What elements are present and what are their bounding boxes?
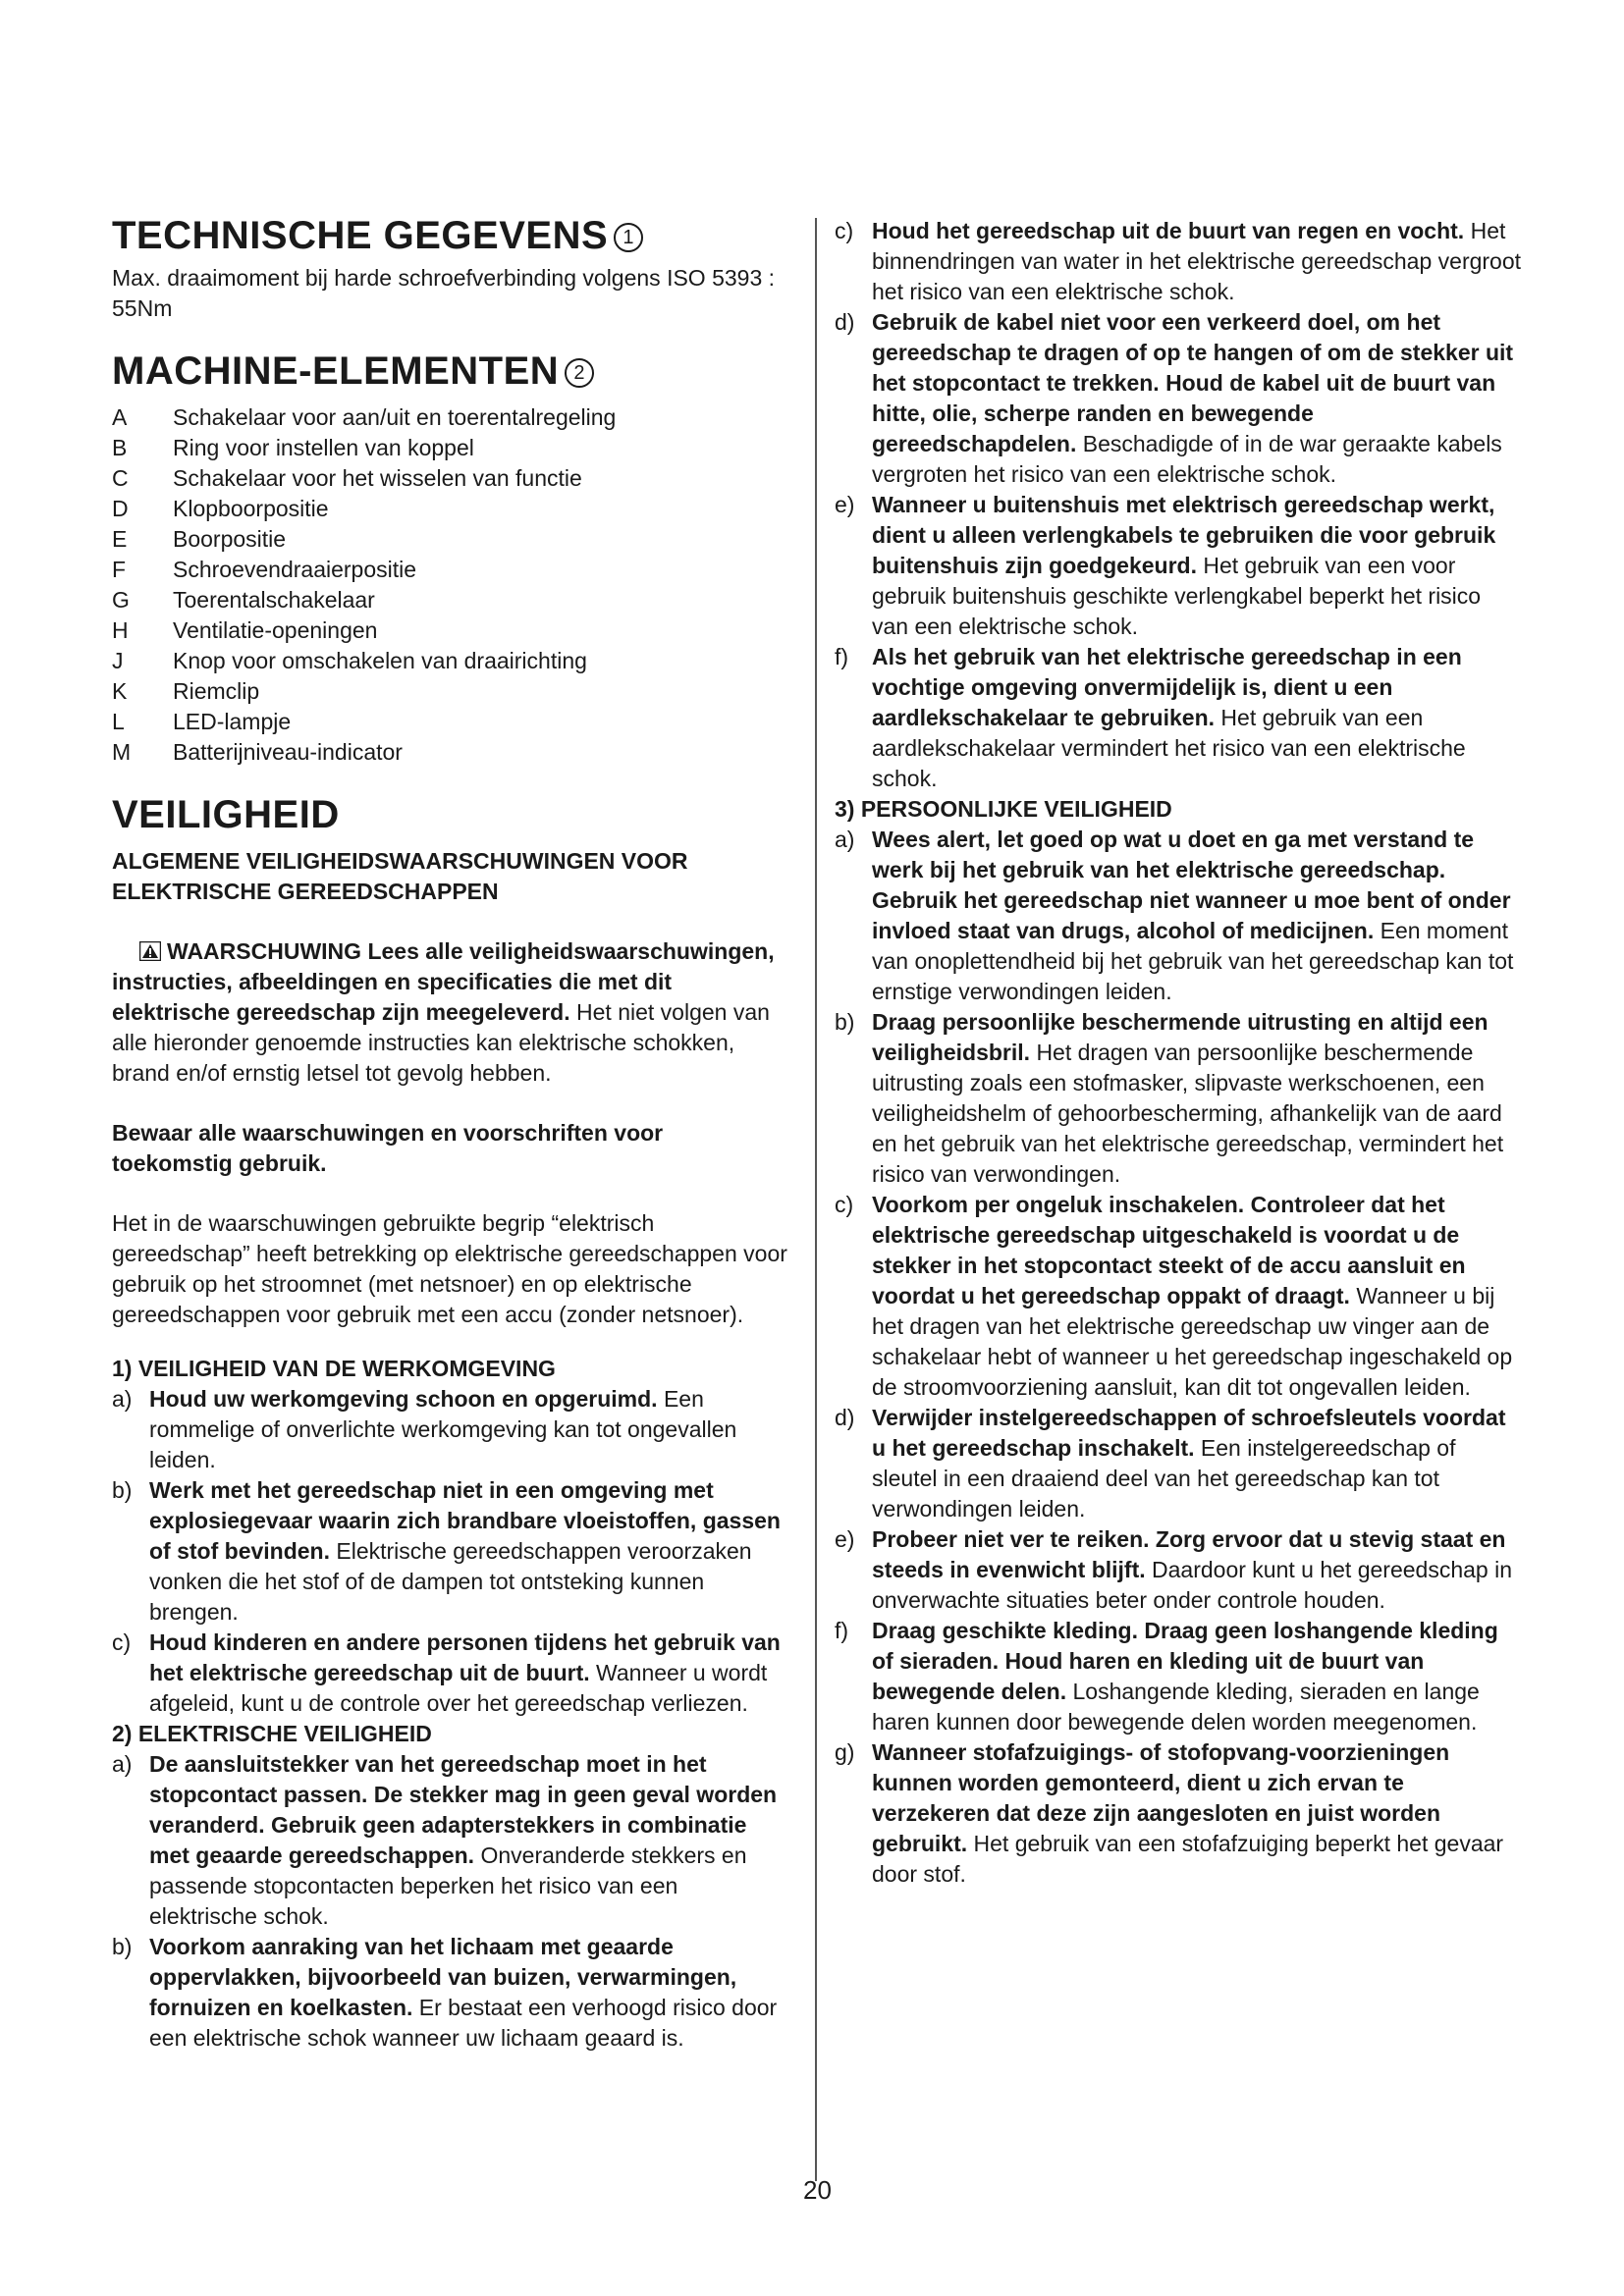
item-text: Er bestaat een verhoogd risico door een elektrische schok wanneer uw lichaam geaard is. [149, 1995, 778, 2051]
machine-element-item [112, 433, 789, 463]
element-label: Klopboorpositie [173, 496, 329, 521]
safety-heading: VEILIGHEID [112, 793, 340, 836]
item-text: Onveranderde stekkers en passende stopcontacten beperken het risico van een elektrische schok. [149, 1842, 747, 1929]
section-3-items [835, 825, 1522, 1890]
machine-element-item [112, 524, 789, 555]
machine-element-item [112, 676, 789, 707]
list-item [112, 1384, 789, 1475]
list-item [835, 1403, 1522, 1524]
technical-text: Max. draaimoment bij harde schroefverbinding volgens ISO 5393 : 55Nm [112, 265, 776, 321]
item-content [872, 642, 1522, 794]
item-bold-text: Als het gebruik van het elektrische gereedschap in een vochtige omgeving onvermijdelijk is, dient u een aardlekschakelaar te gebruiken. [872, 644, 1462, 730]
technical-section [112, 214, 789, 257]
list-item [112, 1932, 789, 2054]
item-text: Een rommelige of onverlichte werkomgeving kan tot ongevallen leiden. [149, 1386, 737, 1472]
definition-text: Het in de waarschuwingen gebruikte begrip “elektrisch gereedschap” heeft betrekking op elektrische gereedschappen voor gebruik op het stroomnet (met netsnoer) en op elektrische gereedschappen voor gebruik met een accu (zonder netsnoer). [112, 1210, 787, 1327]
safety-subheading: ALGEMENE VEILIGHEIDSWAARSCHUWINGEN VOOR ELEKTRISCHE GEREEDSCHAPPEN [112, 848, 688, 904]
item-text: Wanneer u bij het dragen van het elektrische gereedschap uw vinger aan de schakelaar hebt of wanneer u het gereedschap ingeschakeld op de stroomvoorziening aansluit, kan dit tot ongevallen leiden. [872, 1283, 1513, 1400]
machine-elements-list [112, 402, 789, 768]
element-letter: F [112, 557, 127, 582]
item-content [872, 216, 1522, 307]
list-item [835, 1616, 1522, 1737]
warning-paragraph [112, 936, 789, 1089]
machine-element-item [112, 494, 789, 524]
item-text: Daardoor kunt u het gereedschap in onverwachte situaties beter onder controle houden. [872, 1557, 1512, 1613]
item-bold-text: Draag geschikte kleding. Draag geen loshangende kleding of sieraden. Houd haren en kleding uit de buurt van bewegende delen. [872, 1618, 1498, 1704]
warning-bold-text: Lees alle veiligheidswaarschuwingen, instructies, afbeeldingen en specificaties die met dit elektrische gereedschap zijn meegeleverd. [112, 938, 775, 1025]
element-label: LED-lampje [173, 709, 292, 734]
machine-element-item [112, 737, 789, 768]
item-bold-text: Voorkom aanraking van het lichaam met geaarde oppervlakken, bijvoorbeeld van buizen, verwarmingen, fornuizen en koelkasten. [149, 1934, 737, 2020]
item-marker: c) [835, 218, 854, 243]
page-number: 20 [803, 2175, 832, 2205]
item-bold-text: Gebruik de kabel niet voor een verkeerd doel, om het gereedschap te dragen of op te hangen of om de stekker uit het stopcontact te trekken. Houd de kabel uit de buurt van hitte, olie, scherpe randen en bewegende gereedschapdelen. [872, 309, 1514, 456]
item-marker: f) [835, 1618, 849, 1643]
element-letter: C [112, 465, 129, 491]
list-item [835, 307, 1522, 490]
section-1-title: 1) VEILIGHEID VAN DE WERKOMGEVING [112, 1356, 556, 1381]
item-marker: e) [835, 1526, 855, 1552]
item-bold-text: Wees alert, let goed op wat u doet en ga met verstand te werk bij het gebruik van het elektrische gereedschap. Gebruik het gereedschap niet wanneer u moe bent of onder invloed staat van drugs, alcohol of medicijnen. [872, 827, 1511, 943]
item-content [872, 1403, 1522, 1524]
item-marker: e) [835, 492, 855, 517]
item-marker: b) [835, 1009, 855, 1035]
item-bold-text: Houd kinderen en andere personen tijdens het gebruik van het elektrische gereedschap uit de buurt. [149, 1629, 781, 1685]
item-text: Beschadigde of in de war geraakte kabels vergroten het risico van een elektrische schok. [872, 431, 1502, 487]
item-content [872, 1007, 1522, 1190]
element-letter: G [112, 587, 130, 613]
item-bold-text: Wanneer u buitenshuis met elektrisch gereedschap werkt, dient u alleen verlengkabels te gebruiken die voor gebruik buitenshuis zijn goedgekeurd. [872, 492, 1496, 578]
list-item [112, 1749, 789, 1932]
element-letter: A [112, 404, 128, 430]
item-marker: d) [835, 1405, 855, 1430]
list-item [112, 1628, 789, 1719]
element-label: Schroevendraaierpositie [173, 557, 417, 582]
machine-element-item [112, 463, 789, 494]
list-item [835, 1190, 1522, 1403]
item-content [872, 490, 1522, 642]
element-letter: H [112, 617, 129, 643]
item-marker: b) [112, 1934, 133, 1959]
figure-marker-1: 1 [614, 223, 643, 252]
section-2-items-left [112, 1749, 789, 2054]
section-2-title: 2) ELEKTRISCHE VEILIGHEID [112, 1721, 432, 1746]
item-content [872, 1616, 1522, 1737]
machine-element-item [112, 402, 789, 433]
item-content [149, 1749, 789, 1932]
item-bold-text: Werk met het gereedschap niet in een omgeving met explosiegevaar waarin zich brandbare vloeistoffen, gassen of stof bevinden. [149, 1477, 781, 1564]
element-label: Batterijniveau-indicator [173, 739, 403, 765]
item-content [872, 1190, 1522, 1403]
item-marker: a) [112, 1751, 133, 1777]
item-text: Het gebruik van een aardlekschakelaar vermindert het risico van een elektrische schok. [872, 705, 1466, 791]
item-content [149, 1475, 789, 1628]
item-bold-text: Houd het gereedschap uit de buurt van regen en vocht. [872, 218, 1465, 243]
element-label: Riemclip [173, 678, 260, 704]
item-marker: a) [112, 1386, 133, 1412]
item-content [872, 1524, 1522, 1616]
column-divider [815, 218, 817, 2181]
item-marker: a) [835, 827, 855, 852]
right-column [835, 216, 1522, 1890]
item-text: Wanneer u wordt afgeleid, kunt u de controle over het gereedschap verliezen. [149, 1660, 768, 1716]
item-text: Het gebruik van een stofafzuiging beperkt het gevaar door stof. [872, 1831, 1504, 1887]
element-label: Ventilatie-openingen [173, 617, 378, 643]
list-item [835, 490, 1522, 642]
element-letter: J [112, 648, 124, 673]
machine-element-item [112, 555, 789, 585]
keep-instructions: Bewaar alle waarschuwingen en voorschriften voor toekomstig gebruik. [112, 1120, 664, 1176]
list-item [835, 642, 1522, 794]
machine-heading: MACHINE-ELEMENTEN 2 [112, 349, 789, 393]
item-bold-text: Voorkom per ongeluk inschakelen. Controleer dat het elektrische gereedschap uitgeschakeld is voordat u de stekker in het stopcontact steekt of de accu aansluit en voordat u het gereedschap oppakt of draagt. [872, 1192, 1466, 1308]
section-2-items-right [835, 216, 1522, 794]
element-letter: M [112, 739, 132, 765]
item-bold-text: Draag persoonlijke beschermende uitrusting en altijd een veiligheidsbril. [872, 1009, 1489, 1065]
item-marker: d) [835, 309, 855, 335]
element-label: Toerentalschakelaar [173, 587, 375, 613]
figure-marker-2: 2 [565, 358, 594, 388]
item-content [872, 1737, 1522, 1890]
list-item [112, 1475, 789, 1628]
item-bold-text: Wanneer stofafzuigings- of stofopvang-voorzieningen kunnen worden gemonteerd, dient u zich ervan te verzekeren dat deze zijn aangesloten en juist worden gebruikt. [872, 1739, 1450, 1856]
element-letter: B [112, 435, 128, 460]
item-marker: b) [112, 1477, 133, 1503]
item-marker: g) [835, 1739, 855, 1765]
machine-element-item [112, 707, 789, 737]
section-1-items [112, 1384, 789, 1719]
element-label: Boorpositie [173, 526, 287, 552]
safety-section [112, 793, 789, 836]
technical-heading: TECHNISCHE GEGEVENS 1 [112, 214, 789, 257]
element-letter: K [112, 678, 128, 704]
element-letter: D [112, 496, 129, 521]
element-label: Schakelaar voor aan/uit en toerentalregeling [173, 404, 617, 430]
machine-element-item [112, 615, 789, 646]
item-text: Een moment van onoplettendheid bij het gebruik van het gereedschap kan tot ernstige verwondingen leiden. [872, 918, 1514, 1004]
item-text: Elektrische gereedschappen veroorzaken vonken die het stof of de dampen tot ontsteking kunnen brengen. [149, 1538, 752, 1625]
list-item [835, 1007, 1522, 1190]
element-label: Knop voor omschakelen van draairichting [173, 648, 587, 673]
section-3-title: 3) PERSOONLIJKE VEILIGHEID [835, 796, 1172, 822]
list-item [835, 1524, 1522, 1616]
warning-text: Het niet volgen van alle hieronder genoemde instructies kan elektrische schokken, brand en/of ernstig letsel tot gevolg hebben. [112, 999, 770, 1086]
list-item [835, 1737, 1522, 1890]
item-bold-text: Probeer niet ver te reiken. Zorg ervoor dat u stevig staat en steeds in evenwicht blijft. [872, 1526, 1506, 1582]
machine-section [112, 349, 789, 393]
element-letter: E [112, 526, 128, 552]
element-label: Ring voor instellen van koppel [173, 435, 474, 460]
machine-element-item [112, 646, 789, 676]
item-content [149, 1628, 789, 1719]
list-item [835, 216, 1522, 307]
item-content [872, 307, 1522, 490]
item-marker: f) [835, 644, 849, 669]
warning-icon [139, 941, 161, 961]
item-text: Het gebruik van een voor gebruik buitenshuis geschikte verlengkabel beperkt het risico van een elektrische schok. [872, 553, 1482, 639]
item-content [149, 1932, 789, 2054]
item-bold-text: De aansluitstekker van het gereedschap moet in het stopcontact passen. De stekker mag in geen geval worden veranderd. Gebruik geen adapterstekkers in combinatie met geaarde gereedschappen. [149, 1751, 778, 1868]
item-bold-text: Verwijder instelgereedschappen of schroefsleutels voordat u het gereedschap inschakelt. [872, 1405, 1506, 1461]
left-column [112, 214, 789, 2054]
item-text: Het dragen van persoonlijke beschermende uitrusting zoals een stofmasker, slipvaste werkschoenen, een veiligheidshelm of gehoorbescherming, afhankelijk van de aard en het gebruik van het elektrische gereedschap, vermindert het risico van verwondingen. [872, 1040, 1504, 1187]
item-text: Loshangende kleding, sieraden en lange haren kunnen door bewegende delen worden meegenomen. [872, 1679, 1480, 1735]
warning-label: WAARSCHUWING [167, 938, 362, 964]
item-marker: c) [112, 1629, 132, 1655]
machine-element-item [112, 585, 789, 615]
item-marker: c) [835, 1192, 854, 1217]
item-text: Een instelgereedschap of sleutel in een draaiend deel van het gereedschap kan tot verwondingen leiden. [872, 1435, 1456, 1522]
item-content [149, 1384, 789, 1475]
list-item [835, 825, 1522, 1007]
element-letter: L [112, 709, 125, 734]
item-content [872, 825, 1522, 1007]
item-bold-text: Houd uw werkomgeving schoon en opgeruimd. [149, 1386, 658, 1412]
item-text: Het binnendringen van water in het elektrische gereedschap vergroot het risico van een elektrische schok. [872, 218, 1522, 304]
element-label: Schakelaar voor het wisselen van functie [173, 465, 582, 491]
